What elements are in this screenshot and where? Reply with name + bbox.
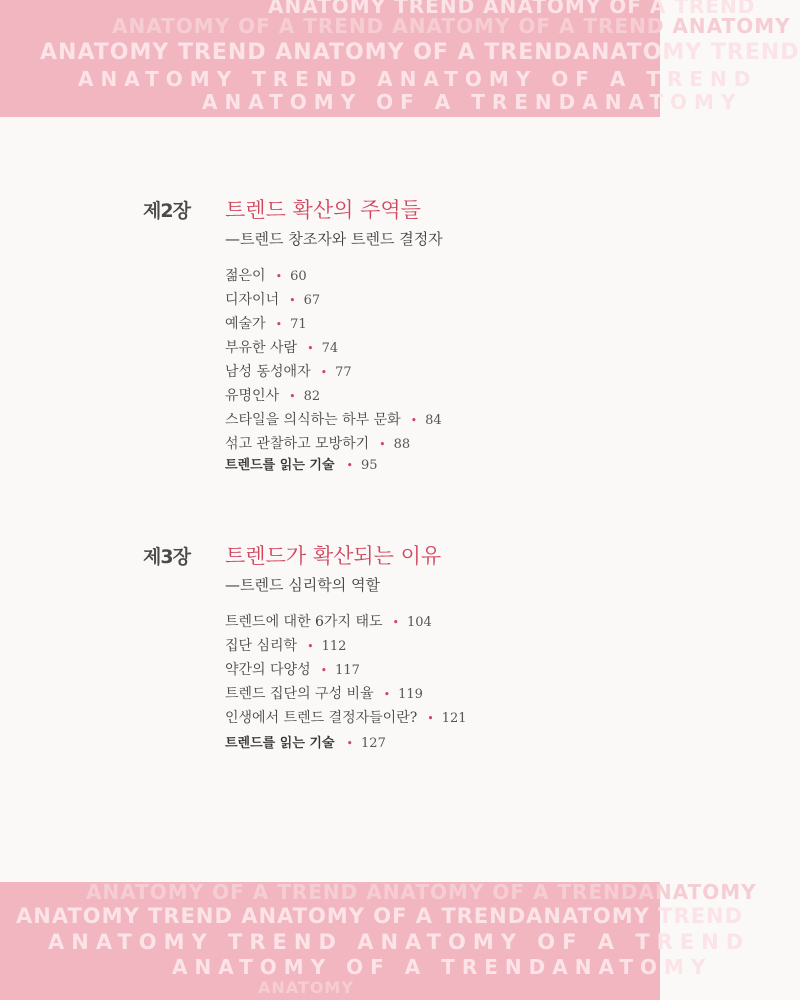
toc-entry-label: 스타일을 의식하는 하부 문화 bbox=[225, 412, 401, 428]
chapter-number: 제2장 bbox=[143, 200, 190, 222]
bullet-dot-icon: • bbox=[275, 270, 283, 283]
chapter-subtitle: —트렌드 창조자와 트렌드 결정자 bbox=[225, 230, 443, 248]
toc-entry[interactable] bbox=[225, 312, 442, 336]
banner-text: ANATOMY OF A TREND ANATOMY OF A TREND ANATOMY bbox=[112, 14, 791, 38]
toc-entry-page: 74 bbox=[321, 341, 339, 356]
toc-entry-label: 약간의 다양성 bbox=[225, 662, 311, 678]
banner-text: ANATOMY TREND ANATOMY OF A TRENDANATOMY TREND bbox=[40, 40, 800, 65]
bullet-dot-icon: • bbox=[320, 664, 328, 677]
toc-entry-page: 112 bbox=[321, 639, 347, 654]
toc-entry[interactable] bbox=[225, 288, 442, 312]
bottom-banner bbox=[0, 880, 757, 1000]
toc-entry-label: 인생에서 트렌드 결정자들이란? bbox=[225, 710, 418, 726]
toc-entry[interactable] bbox=[225, 360, 442, 384]
toc-entry[interactable] bbox=[225, 610, 467, 634]
toc-entry-label: 집단 심리학 bbox=[225, 638, 298, 654]
toc-entry-page: 82 bbox=[303, 389, 321, 404]
toc-entry-page: 127 bbox=[361, 736, 386, 751]
toc-entry-extra[interactable] bbox=[225, 732, 386, 756]
banner-text: ANATOMY TREND ANATOMY OF A TRENDANATOMY TREND bbox=[16, 904, 744, 928]
toc-entry-page: 84 bbox=[425, 413, 442, 428]
banner-text: ANATOMY OF A TRENDANATOMY bbox=[172, 955, 713, 979]
bullet-dot-icon: • bbox=[307, 342, 314, 355]
bullet-dot-icon: • bbox=[379, 438, 386, 451]
toc-entry-page: 104 bbox=[407, 615, 432, 630]
bullet-dot-icon: • bbox=[289, 294, 296, 307]
bullet-dot-icon: • bbox=[307, 640, 314, 653]
toc-entry-page: 121 bbox=[441, 711, 467, 726]
banner-text: ANATOMY OF A TREND ANATOMY OF A TRENDANATOMY bbox=[86, 880, 757, 904]
banner-text: ANATOMY TREND ANATOMY OF A TREND bbox=[78, 67, 758, 91]
toc-entry-label: 남성 동성애자 bbox=[225, 364, 311, 380]
toc-entry[interactable] bbox=[225, 706, 467, 730]
toc-entry[interactable] bbox=[225, 682, 467, 706]
toc-entry-label: 디자이너 bbox=[225, 292, 280, 308]
toc-entry-page: 117 bbox=[335, 663, 360, 678]
toc-entry[interactable] bbox=[225, 264, 442, 288]
toc-entry-page: 119 bbox=[398, 687, 423, 702]
toc-entry[interactable] bbox=[225, 408, 442, 432]
chapter-title: 트렌드가 확산되는 이유 bbox=[225, 544, 442, 568]
toc-entry-extra[interactable] bbox=[225, 454, 378, 478]
toc-entry-page: 60 bbox=[290, 269, 307, 284]
toc-entry-label: 젊은이 bbox=[225, 268, 266, 284]
toc-entry-label: 트렌드를 읽는 기술 bbox=[225, 736, 335, 751]
toc-list bbox=[225, 610, 467, 730]
banner-text: ANATOMY TREND ANATOMY OF A TREND bbox=[48, 930, 751, 954]
toc-entry-page: 95 bbox=[361, 458, 378, 473]
bullet-dot-icon: • bbox=[275, 318, 283, 331]
toc-entry-label: 트렌드 집단의 구성 비율 bbox=[225, 686, 374, 702]
toc-list bbox=[225, 264, 442, 456]
toc-entry[interactable] bbox=[225, 384, 442, 408]
chapter-title: 트렌드 확산의 주역들 bbox=[225, 198, 421, 222]
toc-entry[interactable] bbox=[225, 634, 467, 658]
toc-entry[interactable] bbox=[225, 432, 442, 456]
bullet-dot-icon: • bbox=[410, 414, 418, 427]
bullet-dot-icon: • bbox=[320, 366, 328, 379]
bullet-dot-icon: • bbox=[289, 390, 296, 403]
bullet-dot-icon: • bbox=[427, 712, 434, 725]
banner-text: ANATOMY TREND ANATOMY OF A TREND bbox=[268, 0, 756, 18]
toc-entry[interactable] bbox=[225, 336, 442, 360]
toc-entry-page: 88 bbox=[393, 437, 411, 452]
bullet-dot-icon: • bbox=[346, 459, 354, 472]
toc-entry-label: 유명인사 bbox=[225, 388, 280, 404]
top-banner bbox=[0, 0, 800, 117]
bullet-dot-icon: • bbox=[383, 688, 391, 701]
toc-entry-label: 예술가 bbox=[225, 316, 266, 332]
bullet-dot-icon: • bbox=[346, 737, 354, 750]
banner-text: ANATOMY bbox=[258, 978, 354, 997]
toc-entry-label: 부유한 사람 bbox=[225, 340, 298, 356]
toc-entry-page: 77 bbox=[335, 365, 352, 380]
toc-entry-label: 트렌드를 읽는 기술 bbox=[225, 458, 335, 473]
toc-entry[interactable] bbox=[225, 658, 467, 682]
toc-entry-page: 67 bbox=[303, 293, 321, 308]
chapter-subtitle: —트렌드 심리학의 역할 bbox=[225, 576, 380, 594]
toc-entry-label: 섞고 관찰하고 모방하기 bbox=[225, 436, 370, 452]
toc-entry-page: 71 bbox=[290, 317, 307, 332]
bullet-dot-icon: • bbox=[392, 616, 399, 629]
banner-text: ANATOMY OF A TRENDANATOMY bbox=[202, 90, 743, 114]
chapter-number: 제3장 bbox=[143, 546, 190, 568]
toc-entry-label: 트렌드에 대한 6가지 태도 bbox=[225, 614, 383, 630]
